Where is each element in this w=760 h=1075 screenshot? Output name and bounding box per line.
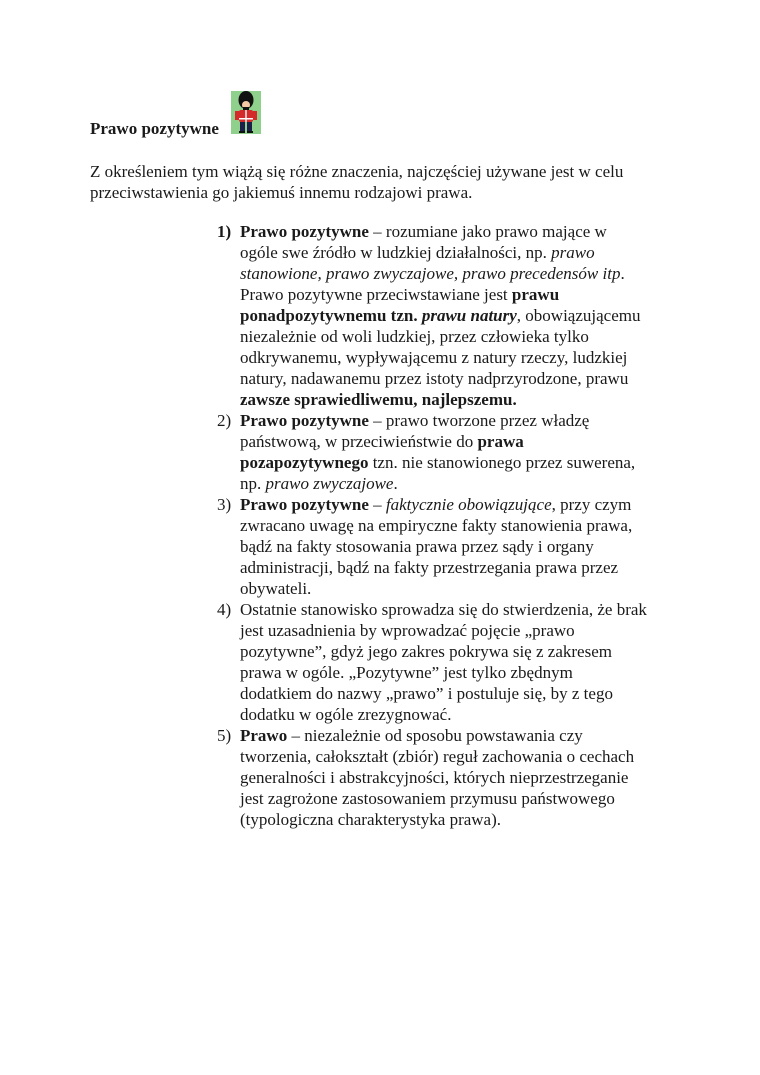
- list-item-line: [240, 431, 687, 452]
- text-segment: jest uzasadnienia by wprowadzać pojęcie „prawo: [240, 621, 575, 640]
- list-item-line: [240, 599, 687, 620]
- list-item-line: [240, 725, 687, 746]
- text-segment: jest zagrożone zastosowaniem przymusu państwowego: [240, 789, 615, 808]
- royal-guard-icon: [230, 88, 262, 136]
- list-item-line: [240, 326, 687, 347]
- list-item-line: [240, 515, 687, 536]
- list-item: [217, 599, 687, 725]
- list-item-line: [240, 242, 687, 263]
- list-item-line: [240, 557, 687, 578]
- list-item-line: [240, 767, 687, 788]
- list-item-line: [240, 368, 687, 389]
- list-item-line: [240, 494, 687, 515]
- text-segment: – rozumiane jako prawo mające w: [368, 222, 607, 241]
- list-item-line: [240, 221, 687, 242]
- text-segment: prawu natury: [421, 306, 517, 325]
- page-title: Prawo pozytywne: [90, 119, 219, 138]
- text-segment: generalności i abstrakcyjności, których nieprzestrzeganie: [240, 768, 629, 787]
- list-item-line: [240, 305, 687, 326]
- list-item-line: [240, 704, 687, 725]
- text-segment: prawo: [551, 243, 595, 262]
- text-segment: faktycznie obowiązujące: [385, 495, 552, 514]
- text-segment: prawa: [477, 432, 524, 451]
- text-segment: Prawo pozytywne przeciwstawiane jest: [240, 285, 512, 304]
- text-segment: pozapozytywnego: [240, 453, 369, 472]
- text-segment: prawo zwyczajowe: [265, 474, 394, 493]
- list-item-number: 2): [217, 411, 232, 430]
- intro-line: przeciwstawienia go jakiemuś innemu rodzajowi prawa.: [90, 183, 473, 202]
- list-item-line: [240, 809, 687, 830]
- text-segment: prawa w ogóle. „Pozytywne” jest tylko zbędnym: [240, 663, 573, 682]
- text-segment: np.: [240, 474, 266, 493]
- list-item-line: [240, 389, 687, 410]
- list-item: [217, 725, 687, 830]
- text-segment: , przy czym: [551, 495, 632, 514]
- list-item-number: 5): [217, 726, 232, 745]
- text-segment: .: [620, 264, 625, 283]
- list-item-line: [240, 452, 687, 473]
- text-segment: (typologiczna charakterystyka prawa).: [240, 810, 502, 829]
- list-item-line: [240, 662, 687, 683]
- list-item-line: [240, 473, 687, 494]
- list-item-number: 4): [217, 600, 232, 619]
- text-segment: Prawo: [240, 726, 288, 745]
- list-item-line: [240, 641, 687, 662]
- text-segment: natury, nadawanemu przez istoty nadprzyrodzone, prawu: [240, 369, 629, 388]
- list-item-line: [240, 683, 687, 704]
- text-segment: dodatku w ogóle zrezygnować.: [240, 705, 452, 724]
- text-segment: tzn. nie stanowionego przez suwerena,: [368, 453, 636, 472]
- text-segment: odkrywanemu, wypływającemu z natury rzeczy, ludzkiej: [240, 348, 628, 367]
- text-segment: – niezależnie od sposobu powstawania czy: [287, 726, 583, 745]
- text-segment: pozytywne”, gdyż jego zakres pokrywa się z zakresem: [240, 642, 612, 661]
- list-item-line: [240, 788, 687, 809]
- text-segment: tworzenia, całokształt (zbiór) reguł zachowania o cechach: [240, 747, 635, 766]
- text-segment: , obowiązującemu: [516, 306, 641, 325]
- intro-line: Z określeniem tym wiążą się różne znaczenia, najczęściej używane jest w celu: [90, 162, 624, 181]
- list-item-line: [240, 410, 687, 431]
- text-segment: Ostatnie stanowisko sprowadza się do stwierdzenia, że brak: [240, 600, 647, 619]
- list-item: [217, 494, 687, 599]
- text-segment: Prawo pozytywne: [240, 222, 369, 241]
- text-segment: Prawo pozytywne: [240, 411, 369, 430]
- list-item-line: [240, 284, 687, 305]
- text-segment: .: [393, 474, 398, 493]
- text-segment: zawsze sprawiedliwemu, najlepszemu.: [240, 390, 517, 409]
- list-item-line: [240, 263, 687, 284]
- text-segment: Prawo pozytywne: [240, 495, 369, 514]
- text-segment: ogóle swe źródło w ludzkiej działalności, np.: [240, 243, 552, 262]
- list-item: [217, 221, 687, 410]
- list-item-line: [240, 347, 687, 368]
- definitions-list: [217, 221, 687, 830]
- list-item-line: [240, 578, 687, 599]
- list-item-line: [240, 746, 687, 767]
- text-segment: –: [368, 495, 386, 514]
- text-segment: bądź na fakty stosowania prawa przez sądy i organy: [240, 537, 594, 556]
- text-segment: obywateli.: [240, 579, 312, 598]
- text-segment: państwową, w przeciwieństwie do: [240, 432, 478, 451]
- text-segment: administracji, bądź na fakty przestrzegania prawa przez: [240, 558, 619, 577]
- text-segment: zwracano uwagę na empiryczne fakty stanowienia prawa,: [240, 516, 633, 535]
- text-segment: dodatkiem do nazwy „prawo” i postuluje się, by z tego: [240, 684, 613, 703]
- text-segment: – prawo tworzone przez władzę: [368, 411, 590, 430]
- list-item-number: 1): [217, 222, 232, 241]
- text-segment: prawu: [511, 285, 560, 304]
- intro-paragraph: [90, 161, 650, 203]
- text-segment: ponadpozytywnemu tzn.: [240, 306, 422, 325]
- list-item-line: [240, 620, 687, 641]
- list-item-line: [240, 536, 687, 557]
- list-item-number: 3): [217, 495, 232, 514]
- list-item: [217, 410, 687, 494]
- text-segment: stanowione, prawo zwyczajowe, prawo precedensów itp: [240, 264, 621, 283]
- text-segment: niezależnie od woli ludzkiej, przez człowieka tylko: [240, 327, 589, 346]
